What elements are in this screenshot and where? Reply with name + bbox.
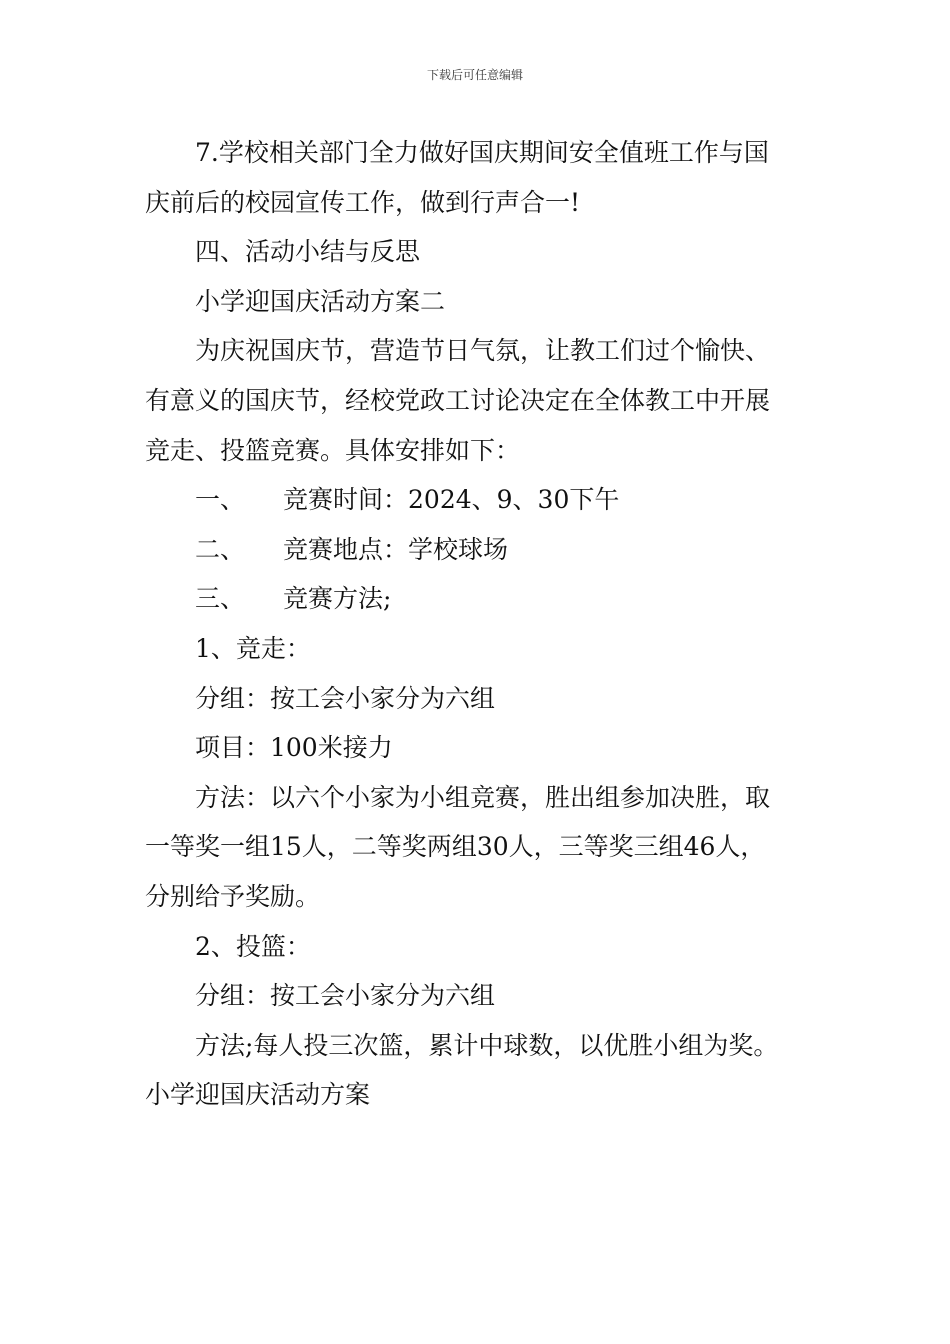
paragraph-line: 为庆祝国庆节，营造节日气氛，让教工们过个愉快、 (195, 336, 771, 366)
paragraph-line: 一等奖一组15人，二等奖两组30人，三等奖三组46人， (145, 832, 766, 862)
list-number: 三、 (195, 584, 246, 614)
paragraph-line: 7.学校相关部门全力做好国庆期间安全值班工作与国 (195, 138, 769, 167)
paragraph-line: 分组：按工会小家分为六组 (195, 683, 496, 713)
list-text: 竞赛方法; (283, 584, 392, 614)
plan-title: 小学迎国庆活动方案二 (195, 286, 446, 316)
section-heading: 四、活动小结与反思 (195, 237, 421, 267)
paragraph-line: 项目：100米接力 (195, 733, 393, 763)
paragraph-line: 庆前后的校园宣传工作，做到行声合一! (145, 187, 581, 217)
paragraph-line: 方法：以六个小家为小组竞赛，胜出组参加决胜，取 (195, 782, 771, 812)
paragraph-line: 方法;每人投三次篮，累计中球数，以优胜小组为奖。 (195, 1030, 779, 1060)
paragraph-line: 竞走、投篮竞赛。具体安排如下： (145, 435, 521, 465)
paragraph-line: 有意义的国庆节，经校党政工讨论决定在全体教工中开展 (145, 385, 771, 415)
paragraph-line: 分组：按工会小家分为六组 (195, 981, 496, 1011)
list-item (145, 574, 815, 624)
subsection-heading: 1、竞走： (195, 633, 311, 663)
page-header: 下载后可任意编辑 (426, 68, 523, 82)
list-item (145, 475, 815, 525)
list-text: 竞赛时间：2024、9、30下午 (283, 485, 620, 515)
document-body (145, 128, 815, 1120)
list-number: 一、 (195, 485, 246, 515)
paragraph-line: 分别给予奖励。 (145, 881, 321, 911)
list-item (145, 525, 815, 575)
list-number: 二、 (195, 534, 246, 564)
list-text: 竞赛地点：学校球场 (283, 534, 509, 564)
subsection-heading: 2、投篮： (195, 931, 311, 961)
plan-title: 小学迎国庆活动方案 (145, 1080, 371, 1110)
